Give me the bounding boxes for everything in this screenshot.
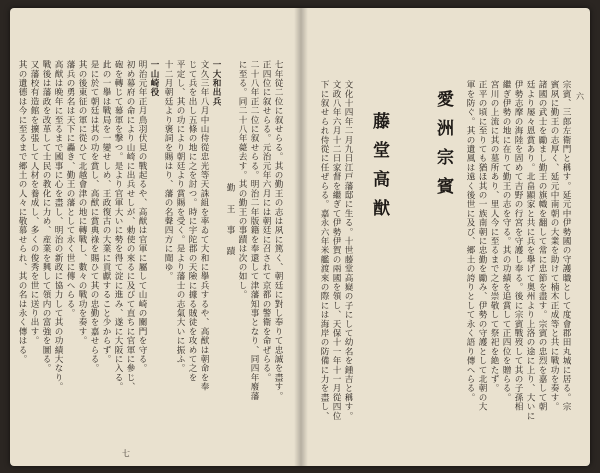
text-line: に至る。同二十八年薨去す。其の勤王の事蹟は次の如し。 (237, 60, 247, 300)
text-line: 是に於て朝廷は其の功を賞し、高猷に賞典祿を賜ひて其の忠勤を嘉せらる。 (89, 60, 99, 373)
text-line: 伊勢志摩の海陸を固めて吉野の行宮を守護し奉る。後に宗賓戰歿して其の子孫相 (513, 80, 523, 412)
section-heading-yamato: 一大和出兵 (211, 60, 221, 106)
text-line: 初め幕府の命により山崎に出兵せしが、勅使の來るに及びて直ちに官軍に參じ、 (125, 60, 135, 392)
text-line: 藩兵の勇名は天下に轟き、勤王の藩として永く世に傳へらる。 (65, 60, 75, 318)
title-line: 勤 王 事 蹟 (225, 183, 235, 258)
text-line: 平定し、其の功により朝廷より賞賜を受く。是より藩士の志氣大いに振ふ。 (175, 60, 185, 373)
text-line: 十二月朝廷より褒詞を賜はり、藩の名聲四方に聞ゆ。 (163, 60, 173, 281)
text-line: 又藩校有造館を擴張して人材を養成し、多くの俊秀を世に送り出す。 (29, 60, 39, 346)
text-line: 諸國の武士を勵まし勤王の旗幟を翻して常に忠節を盡す。宗賓の忠烈を嘉して朝 (537, 80, 547, 412)
text-line: 高猷は晩年に至るまで國事に心を盡し、明治の新政に協力して其の功績大なり。 (53, 60, 63, 392)
text-line: 文久三年八月中山侍從忠光等天誅組を率ゐて大和に擧兵するや、高猷は朝命を奉 (199, 60, 209, 392)
text-line: じて兵を出し五條の地に之を討つ。時に宇陀郡の天險に據る賊徒を攻めて之を (187, 60, 197, 382)
text-line: 宗賓、三郎左衛門と稱す。延元中伊勢國の守護職として度會郡田丸城に居る。宗 (561, 80, 571, 412)
page-number-right: 六 (576, 92, 584, 101)
text-line: 賓夙に勤王の志厚く、延元中南朝の大業を助けて楠木正成等と共に戰功を奏す。 (549, 80, 559, 412)
section-heading-yamazaki: 一山崎役 (149, 60, 159, 97)
text-line: 其の遺德は今に至るまで郷土の人々に敬慕せられ、其の名は永く傳はる。 (17, 60, 27, 364)
text-line: 文政八年六月十二日家督を繼ぎて伊勢伊賀の兩國を領し、天保十一年十一月從四位 (331, 80, 341, 421)
text-line: 其の後東征の軍に從ひて北越會津の地に轉戰し、數々の戰功を奏す。 (77, 60, 87, 346)
text-line: 繼ぎ伊勢の地に在りて勤王の志を守る。其の功績を追賞して正四位を贈らる。 (501, 80, 511, 402)
text-line: 正四位に叙せらる。元治元年六月には朝廷に召されて京都の警衛を命ぜらる。 (261, 60, 271, 382)
text-line: 七年従二位に叙せらる。其の勤王の志は夙に篤く、朝廷に對し奉りて忠誠を盡す。 (273, 60, 283, 401)
book-gutter (294, 8, 308, 466)
text-line: 二十八年正二位に叙せらる。明治二年版籍を奉還して津藩知事となり、同四年廢藩 (249, 60, 259, 401)
text-line: 廷より屡々恩賞あり。北畠顯家と共に兵を擧げて奥州より上洛の途に上り、大いに (525, 80, 535, 421)
text-line: 宮川の上流に其の墓所あり、里人今に至るまで之を崇敬して祭祀を絶たず。 (489, 80, 499, 393)
text-line: 此の一擧は戰局を一變せしめ、王政復古の大業に貢獻すること少からず。 (101, 60, 111, 364)
text-line: 軍を防ぐ。其の遺風は遠く後世に及び、郷土の誇りとして永く語り傳へらる。 (465, 80, 475, 402)
left-page (10, 8, 294, 466)
text-line: 戰後は藩政を改革して士民の教化に力め、産業を興して領内の富強を圖る。 (41, 60, 51, 373)
text-line: 下に叙せられ侍從に任ぜらる。嘉永六年米艦渡來の際には海岸の防備に力を盡し、 (319, 80, 329, 421)
right-page (308, 8, 590, 466)
text-line: 明治元年正月鳥羽伏見の戰起るや、高猷は官軍に屬して山崎の關門を守る。 (137, 60, 147, 373)
text-line: 文化十四年二月九日江戸藩邸に生る。十世藤堂高嶷の子にして幼名を鍾吉と稱す。 (343, 80, 353, 421)
text-line: 正平の頃に至りても猶ほ其の一族南朝に忠勤を勵み、伊勢の守護として北朝の大 (477, 80, 487, 412)
open-book (10, 8, 590, 466)
heading-todo-takayuki: 藤堂高猷 (369, 112, 389, 228)
text-line: 砲を轉じて幕軍を撃つ。是より官軍大いに勢を得て淀に進み、遂に大阪に入る。 (113, 60, 123, 392)
page-number-left: 七 (122, 449, 130, 458)
heading-aisu-sohin: 愛洲宗賓 (433, 90, 453, 206)
